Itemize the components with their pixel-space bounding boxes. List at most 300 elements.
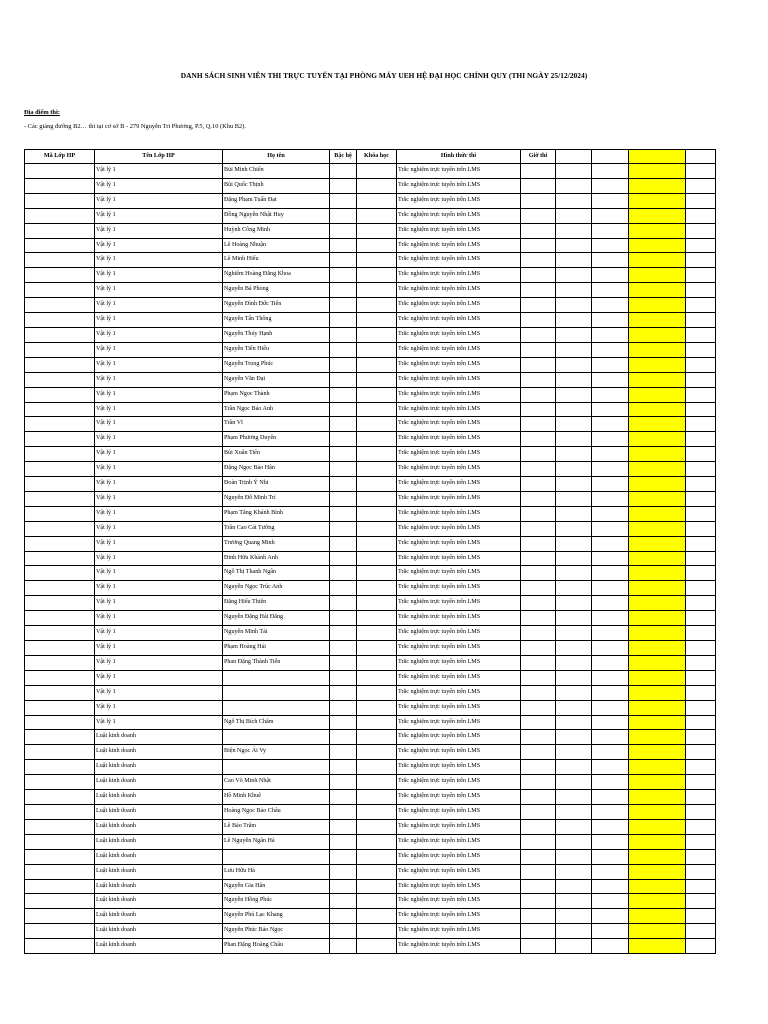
cell-level bbox=[330, 879, 357, 894]
cell-extra-4 bbox=[686, 804, 716, 819]
cell-highlight bbox=[629, 223, 686, 238]
cell-full-name bbox=[223, 849, 330, 864]
cell-level bbox=[330, 596, 357, 611]
cell-exam-form: Trắc nghiệm trực tuyến trên LMS bbox=[397, 775, 521, 790]
cell-full-name: Lê Bảo Trâm bbox=[223, 819, 330, 834]
cell-cohort bbox=[357, 760, 397, 775]
table-row bbox=[25, 894, 716, 909]
cell-course-name: Vật lý 1 bbox=[95, 700, 223, 715]
cell-extra-4 bbox=[686, 909, 716, 924]
cell-exam-time bbox=[521, 417, 556, 432]
cell-extra-2 bbox=[592, 283, 629, 298]
cell-course-name: Vật lý 1 bbox=[95, 521, 223, 536]
cell-level bbox=[330, 477, 357, 492]
cell-exam-time bbox=[521, 864, 556, 879]
cell-exam-time bbox=[521, 760, 556, 775]
cell-extra-1 bbox=[556, 342, 592, 357]
table-row bbox=[25, 790, 716, 805]
cell-cohort bbox=[357, 611, 397, 626]
cell-full-name: Đoàn Trịnh Ý Nhi bbox=[223, 477, 330, 492]
cell-extra-4 bbox=[686, 178, 716, 193]
cell-extra-2 bbox=[592, 372, 629, 387]
cell-cohort bbox=[357, 432, 397, 447]
cell-class-code bbox=[25, 551, 95, 566]
cell-course-name: Vật lý 1 bbox=[95, 208, 223, 223]
cell-exam-time bbox=[521, 208, 556, 223]
cell-cohort bbox=[357, 238, 397, 253]
cell-level bbox=[330, 327, 357, 342]
table-row bbox=[25, 670, 716, 685]
cell-exam-form: Trắc nghiệm trực tuyến trên LMS bbox=[397, 313, 521, 328]
cell-course-name: Luật kinh doanh bbox=[95, 790, 223, 805]
table-row bbox=[25, 387, 716, 402]
cell-extra-2 bbox=[592, 819, 629, 834]
cell-exam-time bbox=[521, 268, 556, 283]
cell-class-code bbox=[25, 596, 95, 611]
cell-cohort bbox=[357, 834, 397, 849]
cell-extra-4 bbox=[686, 372, 716, 387]
cell-extra-1 bbox=[556, 834, 592, 849]
table-row bbox=[25, 536, 716, 551]
cell-highlight bbox=[629, 596, 686, 611]
cell-highlight bbox=[629, 864, 686, 879]
cell-extra-1 bbox=[556, 804, 592, 819]
cell-extra-2 bbox=[592, 164, 629, 179]
cell-course-name: Luật kinh doanh bbox=[95, 730, 223, 745]
cell-course-name: Vật lý 1 bbox=[95, 611, 223, 626]
cell-course-name: Vật lý 1 bbox=[95, 626, 223, 641]
cell-extra-1 bbox=[556, 238, 592, 253]
cell-extra-2 bbox=[592, 268, 629, 283]
cell-highlight bbox=[629, 804, 686, 819]
cell-level bbox=[330, 372, 357, 387]
cell-full-name: Phan Đặng Hoàng Châu bbox=[223, 939, 330, 954]
cell-full-name: Phan Đặng Thành Tiến bbox=[223, 655, 330, 670]
cell-extra-1 bbox=[556, 849, 592, 864]
cell-course-name: Vật lý 1 bbox=[95, 417, 223, 432]
table-row bbox=[25, 298, 716, 313]
cell-level bbox=[330, 924, 357, 939]
cell-course-name: Vật lý 1 bbox=[95, 253, 223, 268]
cell-class-code bbox=[25, 790, 95, 805]
cell-extra-1 bbox=[556, 611, 592, 626]
cell-highlight bbox=[629, 581, 686, 596]
cell-extra-4 bbox=[686, 521, 716, 536]
cell-extra-4 bbox=[686, 402, 716, 417]
cell-cohort bbox=[357, 745, 397, 760]
cell-extra-2 bbox=[592, 387, 629, 402]
cell-full-name: Bùi Quốc Thịnh bbox=[223, 178, 330, 193]
cell-exam-time bbox=[521, 223, 556, 238]
cell-highlight bbox=[629, 253, 686, 268]
cell-extra-2 bbox=[592, 611, 629, 626]
cell-exam-time bbox=[521, 596, 556, 611]
cell-class-code bbox=[25, 566, 95, 581]
cell-class-code bbox=[25, 506, 95, 521]
cell-full-name: Nguyễn Bá Phong bbox=[223, 283, 330, 298]
cell-cohort bbox=[357, 313, 397, 328]
cell-extra-4 bbox=[686, 655, 716, 670]
cell-class-code bbox=[25, 536, 95, 551]
cell-extra-1 bbox=[556, 551, 592, 566]
cell-course-name: Vật lý 1 bbox=[95, 327, 223, 342]
cell-full-name: Hoàng Ngọc Bảo Châu bbox=[223, 804, 330, 819]
cell-cohort bbox=[357, 566, 397, 581]
cell-extra-4 bbox=[686, 864, 716, 879]
cell-full-name: Lê Minh Hiếu bbox=[223, 253, 330, 268]
cell-course-name: Luật kinh doanh bbox=[95, 760, 223, 775]
cell-course-name: Luật kinh doanh bbox=[95, 819, 223, 834]
cell-class-code bbox=[25, 521, 95, 536]
cell-extra-4 bbox=[686, 477, 716, 492]
cell-extra-1 bbox=[556, 894, 592, 909]
cell-highlight bbox=[629, 447, 686, 462]
cell-level bbox=[330, 819, 357, 834]
cell-extra-4 bbox=[686, 790, 716, 805]
cell-full-name: Hồ Minh Khuê bbox=[223, 790, 330, 805]
cell-class-code bbox=[25, 432, 95, 447]
cell-exam-form: Trắc nghiệm trực tuyến trên LMS bbox=[397, 924, 521, 939]
cell-extra-1 bbox=[556, 924, 592, 939]
cell-extra-2 bbox=[592, 775, 629, 790]
cell-full-name: Nguyễn Trọng Phúc bbox=[223, 357, 330, 372]
cell-full-name bbox=[223, 685, 330, 700]
cell-highlight bbox=[629, 626, 686, 641]
table-row bbox=[25, 700, 716, 715]
cell-cohort bbox=[357, 462, 397, 477]
cell-level bbox=[330, 730, 357, 745]
cell-course-name: Vật lý 1 bbox=[95, 342, 223, 357]
table-row bbox=[25, 208, 716, 223]
cell-highlight bbox=[629, 790, 686, 805]
table-row bbox=[25, 223, 716, 238]
cell-exam-time bbox=[521, 804, 556, 819]
cell-extra-4 bbox=[686, 223, 716, 238]
cell-exam-form: Trắc nghiệm trực tuyến trên LMS bbox=[397, 879, 521, 894]
cell-extra-2 bbox=[592, 581, 629, 596]
cell-extra-1 bbox=[556, 596, 592, 611]
cell-exam-form: Trắc nghiệm trực tuyến trên LMS bbox=[397, 685, 521, 700]
cell-full-name: Trần Cao Cát Tường bbox=[223, 521, 330, 536]
cell-highlight bbox=[629, 313, 686, 328]
cell-exam-form: Trắc nghiệm trực tuyến trên LMS bbox=[397, 208, 521, 223]
cell-cohort bbox=[357, 402, 397, 417]
cell-exam-time bbox=[521, 730, 556, 745]
cell-exam-form: Trắc nghiệm trực tuyến trên LMS bbox=[397, 417, 521, 432]
cell-full-name: Nguyễn Đặng Hải Đăng bbox=[223, 611, 330, 626]
cell-exam-form: Trắc nghiệm trực tuyến trên LMS bbox=[397, 581, 521, 596]
cell-extra-1 bbox=[556, 685, 592, 700]
cell-highlight bbox=[629, 655, 686, 670]
cell-extra-4 bbox=[686, 342, 716, 357]
cell-level bbox=[330, 342, 357, 357]
cell-extra-2 bbox=[592, 223, 629, 238]
table-row bbox=[25, 178, 716, 193]
cell-course-name: Luật kinh doanh bbox=[95, 909, 223, 924]
cell-full-name: Đặng Hiếu Thiện bbox=[223, 596, 330, 611]
cell-extra-4 bbox=[686, 298, 716, 313]
cell-cohort bbox=[357, 581, 397, 596]
cell-highlight bbox=[629, 536, 686, 551]
cell-exam-form: Trắc nghiệm trực tuyến trên LMS bbox=[397, 477, 521, 492]
table-row bbox=[25, 372, 716, 387]
cell-class-code bbox=[25, 655, 95, 670]
cell-full-name: Nguyễn Phúc Bảo Ngọc bbox=[223, 924, 330, 939]
cell-highlight bbox=[629, 775, 686, 790]
cell-extra-1 bbox=[556, 700, 592, 715]
cell-course-name: Vật lý 1 bbox=[95, 596, 223, 611]
cell-cohort bbox=[357, 193, 397, 208]
cell-level bbox=[330, 208, 357, 223]
cell-extra-1 bbox=[556, 193, 592, 208]
cell-course-name: Vật lý 1 bbox=[95, 447, 223, 462]
cell-level bbox=[330, 506, 357, 521]
cell-course-name: Luật kinh doanh bbox=[95, 775, 223, 790]
cell-extra-4 bbox=[686, 253, 716, 268]
cell-extra-1 bbox=[556, 432, 592, 447]
cell-cohort bbox=[357, 864, 397, 879]
student-table bbox=[24, 149, 716, 954]
cell-level bbox=[330, 939, 357, 954]
cell-extra-4 bbox=[686, 313, 716, 328]
col-header-extra-3 bbox=[629, 150, 686, 164]
cell-extra-2 bbox=[592, 536, 629, 551]
cell-course-name: Vật lý 1 bbox=[95, 223, 223, 238]
cell-full-name: Ngô Thị Thanh Ngân bbox=[223, 566, 330, 581]
cell-level bbox=[330, 715, 357, 730]
cell-extra-1 bbox=[556, 655, 592, 670]
cell-highlight bbox=[629, 268, 686, 283]
cell-extra-4 bbox=[686, 849, 716, 864]
cell-highlight bbox=[629, 670, 686, 685]
cell-highlight bbox=[629, 834, 686, 849]
cell-course-name: Vật lý 1 bbox=[95, 670, 223, 685]
cell-level bbox=[330, 834, 357, 849]
cell-highlight bbox=[629, 924, 686, 939]
cell-extra-1 bbox=[556, 819, 592, 834]
table-row bbox=[25, 283, 716, 298]
cell-full-name: Trương Quang Minh bbox=[223, 536, 330, 551]
cell-extra-2 bbox=[592, 760, 629, 775]
cell-class-code bbox=[25, 864, 95, 879]
cell-class-code bbox=[25, 894, 95, 909]
cell-extra-1 bbox=[556, 491, 592, 506]
table-row bbox=[25, 834, 716, 849]
cell-exam-form: Trắc nghiệm trực tuyến trên LMS bbox=[397, 641, 521, 656]
cell-full-name: Phạm Ngọc Thành bbox=[223, 387, 330, 402]
cell-exam-time bbox=[521, 238, 556, 253]
cell-extra-2 bbox=[592, 685, 629, 700]
cell-extra-4 bbox=[686, 819, 716, 834]
cell-extra-4 bbox=[686, 193, 716, 208]
cell-full-name: Nguyễn Đình Đức Tiến bbox=[223, 298, 330, 313]
cell-extra-1 bbox=[556, 268, 592, 283]
cell-highlight bbox=[629, 477, 686, 492]
cell-course-name: Vật lý 1 bbox=[95, 491, 223, 506]
cell-cohort bbox=[357, 849, 397, 864]
cell-extra-2 bbox=[592, 462, 629, 477]
cell-extra-2 bbox=[592, 626, 629, 641]
cell-cohort bbox=[357, 223, 397, 238]
cell-extra-2 bbox=[592, 566, 629, 581]
cell-exam-time bbox=[521, 581, 556, 596]
cell-course-name: Vật lý 1 bbox=[95, 178, 223, 193]
cell-highlight bbox=[629, 193, 686, 208]
cell-exam-form: Trắc nghiệm trực tuyến trên LMS bbox=[397, 551, 521, 566]
cell-extra-2 bbox=[592, 238, 629, 253]
cell-course-name: Vật lý 1 bbox=[95, 581, 223, 596]
cell-class-code bbox=[25, 819, 95, 834]
cell-class-code bbox=[25, 700, 95, 715]
cell-level bbox=[330, 894, 357, 909]
cell-class-code bbox=[25, 879, 95, 894]
cell-extra-4 bbox=[686, 596, 716, 611]
cell-exam-form: Trắc nghiệm trực tuyến trên LMS bbox=[397, 745, 521, 760]
cell-highlight bbox=[629, 715, 686, 730]
cell-extra-1 bbox=[556, 745, 592, 760]
col-header-extra-1 bbox=[556, 150, 592, 164]
table-row bbox=[25, 655, 716, 670]
cell-highlight bbox=[629, 387, 686, 402]
table-row bbox=[25, 477, 716, 492]
cell-full-name: Nguyễn Ngọc Trúc Anh bbox=[223, 581, 330, 596]
cell-level bbox=[330, 223, 357, 238]
cell-extra-4 bbox=[686, 879, 716, 894]
cell-class-code bbox=[25, 477, 95, 492]
cell-exam-form: Trắc nghiệm trực tuyến trên LMS bbox=[397, 357, 521, 372]
cell-exam-form: Trắc nghiệm trực tuyến trên LMS bbox=[397, 596, 521, 611]
cell-class-code bbox=[25, 581, 95, 596]
cell-course-name: Vật lý 1 bbox=[95, 551, 223, 566]
cell-extra-2 bbox=[592, 655, 629, 670]
cell-cohort bbox=[357, 342, 397, 357]
cell-extra-1 bbox=[556, 253, 592, 268]
cell-level bbox=[330, 313, 357, 328]
table-row bbox=[25, 402, 716, 417]
cell-course-name: Vật lý 1 bbox=[95, 193, 223, 208]
cell-exam-time bbox=[521, 879, 556, 894]
table-row bbox=[25, 357, 716, 372]
cell-exam-time bbox=[521, 641, 556, 656]
cell-level bbox=[330, 790, 357, 805]
cell-level bbox=[330, 491, 357, 506]
cell-extra-1 bbox=[556, 790, 592, 805]
cell-level bbox=[330, 402, 357, 417]
cell-highlight bbox=[629, 208, 686, 223]
cell-extra-4 bbox=[686, 745, 716, 760]
cell-course-name: Vật lý 1 bbox=[95, 432, 223, 447]
cell-extra-2 bbox=[592, 641, 629, 656]
cell-class-code bbox=[25, 387, 95, 402]
table-row bbox=[25, 432, 716, 447]
col-header-exam-time: Giờ thi bbox=[521, 150, 556, 164]
cell-class-code bbox=[25, 357, 95, 372]
cell-exam-form: Trắc nghiệm trực tuyến trên LMS bbox=[397, 760, 521, 775]
cell-cohort bbox=[357, 417, 397, 432]
cell-course-name: Luật kinh doanh bbox=[95, 894, 223, 909]
cell-highlight bbox=[629, 164, 686, 179]
cell-exam-form: Trắc nghiệm trực tuyến trên LMS bbox=[397, 178, 521, 193]
table-row bbox=[25, 864, 716, 879]
cell-level bbox=[330, 581, 357, 596]
cell-extra-2 bbox=[592, 313, 629, 328]
cell-level bbox=[330, 566, 357, 581]
cell-exam-time bbox=[521, 611, 556, 626]
cell-highlight bbox=[629, 491, 686, 506]
cell-cohort bbox=[357, 626, 397, 641]
cell-exam-time bbox=[521, 685, 556, 700]
cell-level bbox=[330, 268, 357, 283]
cell-course-name: Luật kinh doanh bbox=[95, 864, 223, 879]
cell-exam-form: Trắc nghiệm trực tuyến trên LMS bbox=[397, 909, 521, 924]
cell-full-name: Nguyễn Văn Đạt bbox=[223, 372, 330, 387]
cell-highlight bbox=[629, 566, 686, 581]
cell-exam-time bbox=[521, 193, 556, 208]
cell-exam-form: Trắc nghiệm trực tuyến trên LMS bbox=[397, 432, 521, 447]
cell-exam-time bbox=[521, 178, 556, 193]
cell-cohort bbox=[357, 178, 397, 193]
table-row bbox=[25, 775, 716, 790]
cell-extra-4 bbox=[686, 536, 716, 551]
cell-exam-form: Trắc nghiệm trực tuyến trên LMS bbox=[397, 566, 521, 581]
cell-extra-2 bbox=[592, 924, 629, 939]
cell-full-name: Lưu Hữu Hà bbox=[223, 864, 330, 879]
cell-extra-4 bbox=[686, 551, 716, 566]
cell-exam-form: Trắc nghiệm trực tuyến trên LMS bbox=[397, 491, 521, 506]
cell-course-name: Luật kinh doanh bbox=[95, 804, 223, 819]
cell-course-name: Vật lý 1 bbox=[95, 477, 223, 492]
cell-extra-1 bbox=[556, 626, 592, 641]
cell-exam-time bbox=[521, 924, 556, 939]
table-row bbox=[25, 924, 716, 939]
cell-extra-2 bbox=[592, 402, 629, 417]
cell-highlight bbox=[629, 298, 686, 313]
cell-class-code bbox=[25, 298, 95, 313]
cell-exam-form: Trắc nghiệm trực tuyến trên LMS bbox=[397, 298, 521, 313]
cell-level bbox=[330, 357, 357, 372]
cell-extra-1 bbox=[556, 402, 592, 417]
cell-class-code bbox=[25, 417, 95, 432]
cell-extra-1 bbox=[556, 462, 592, 477]
cell-class-code bbox=[25, 685, 95, 700]
cell-cohort bbox=[357, 775, 397, 790]
cell-highlight bbox=[629, 879, 686, 894]
cell-highlight bbox=[629, 506, 686, 521]
cell-exam-time bbox=[521, 775, 556, 790]
col-header-extra-4 bbox=[686, 150, 716, 164]
cell-class-code bbox=[25, 238, 95, 253]
cell-extra-1 bbox=[556, 536, 592, 551]
cell-full-name: Nguyễn Tấn Thông bbox=[223, 313, 330, 328]
cell-extra-4 bbox=[686, 387, 716, 402]
cell-highlight bbox=[629, 551, 686, 566]
cell-highlight bbox=[629, 894, 686, 909]
table-row bbox=[25, 909, 716, 924]
cell-extra-1 bbox=[556, 715, 592, 730]
cell-class-code bbox=[25, 670, 95, 685]
cell-extra-2 bbox=[592, 253, 629, 268]
cell-extra-2 bbox=[592, 417, 629, 432]
table-row bbox=[25, 253, 716, 268]
cell-level bbox=[330, 462, 357, 477]
cell-full-name: Đặng Ngọc Bảo Hân bbox=[223, 462, 330, 477]
cell-extra-2 bbox=[592, 909, 629, 924]
cell-class-code bbox=[25, 745, 95, 760]
cell-exam-time bbox=[521, 626, 556, 641]
col-header-level: Bậc hệ bbox=[330, 150, 357, 164]
cell-level bbox=[330, 849, 357, 864]
cell-exam-form: Trắc nghiệm trực tuyến trên LMS bbox=[397, 655, 521, 670]
